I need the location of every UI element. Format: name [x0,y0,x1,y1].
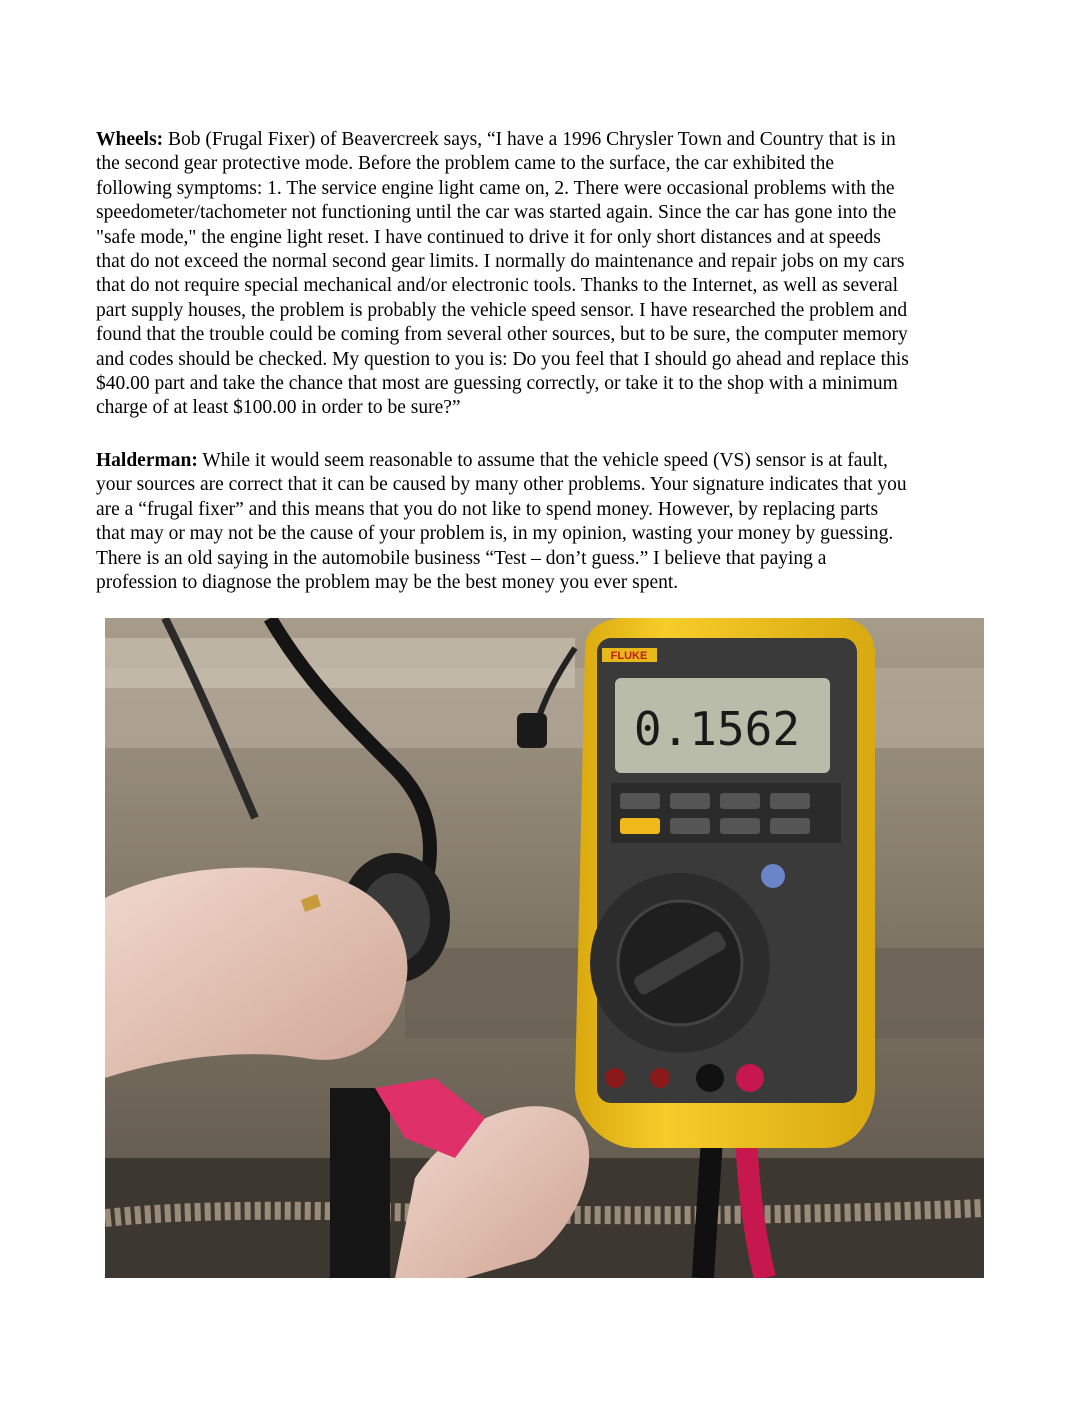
input-jack-volts [736,1064,764,1092]
meter-button [670,818,710,834]
input-jack-com [696,1064,724,1092]
meter-button [770,818,810,834]
text-line: $40.00 part and take the chance that most are guessing correctly, or take it to the shop with a minimum [96,373,898,395]
text-line: charge of at least $100.00 in order to be sure?” [96,397,461,419]
multimeter-photo [105,618,984,1278]
text-line: and codes should be checked. My question to you is: Do you feel that I should go ahead and replace this [96,348,909,370]
speaker-label: Halderman: [96,450,198,471]
text-line: Bob (Frugal Fixer) of Beavercreek says, “I have a 1996 Chrysler Town and Country that is in [163,129,896,150]
left-hand [105,868,407,1078]
meter-button [770,793,810,809]
text-line: "safe mode," the engine light reset. I have continued to drive it for only short distances and at speeds [96,226,881,248]
paragraph-wheels-question [96,128,996,421]
paragraph-halderman-answer [96,449,996,595]
multimeter-photo-illustration [105,618,984,1278]
text-line: the second gear protective mode. Before the problem came to the surface, the car exhibited the [96,153,834,175]
text-line: There is an old saying in the automobile business “Test – don’t guess.” I believe that paying a [96,547,827,569]
text-line: part supply houses, the problem is probably the vehicle speed sensor. I have researched the problem and [96,299,908,321]
meter-button-yellow [620,818,660,834]
meter-button [720,818,760,834]
electrical-connector [330,1088,390,1278]
text-line: are a “frugal fixer” and this means that you do not like to spend money. However, by replacing parts [96,498,879,520]
text-line: your sources are correct that it can be caused by many other problems. Your signature indicates that you [96,474,907,496]
text-line: following symptoms: 1. The service engine light came on, 2. There were occasional problems with the [96,177,895,199]
speaker-label: Wheels: [96,129,164,150]
text-line: found that the trouble could be coming from several other sources, but to be sure, the computer memory [96,324,908,346]
meter-blue-button [761,864,785,888]
input-jack [605,1068,625,1088]
text-line: profession to diagnose the problem may be the best money you ever spent. [96,572,679,594]
lcd-reading: 0.1562 [633,702,801,756]
text-line: that do not require special mechanical and/or electronic tools. Thanks to the Internet, as well as several [96,275,899,297]
meter-button [620,793,660,809]
text-line: While it would seem reasonable to assume that the vehicle speed (VS) sensor is at fault, [197,450,888,471]
text-line: speedometer/tachometer not functioning until the car was started again. Since the car has gone into the [96,202,897,224]
sensor-connector [517,713,547,748]
text-line: that may or may not be the cause of your problem is, in my opinion, wasting your money by guessing. [96,523,894,545]
meter-button [670,793,710,809]
text-line: that do not exceed the normal second gear limits. I normally do maintenance and repair jobs on my cars [96,251,905,273]
brand-label: FLUKE [610,650,648,662]
meter-button [720,793,760,809]
input-jack [650,1068,670,1088]
